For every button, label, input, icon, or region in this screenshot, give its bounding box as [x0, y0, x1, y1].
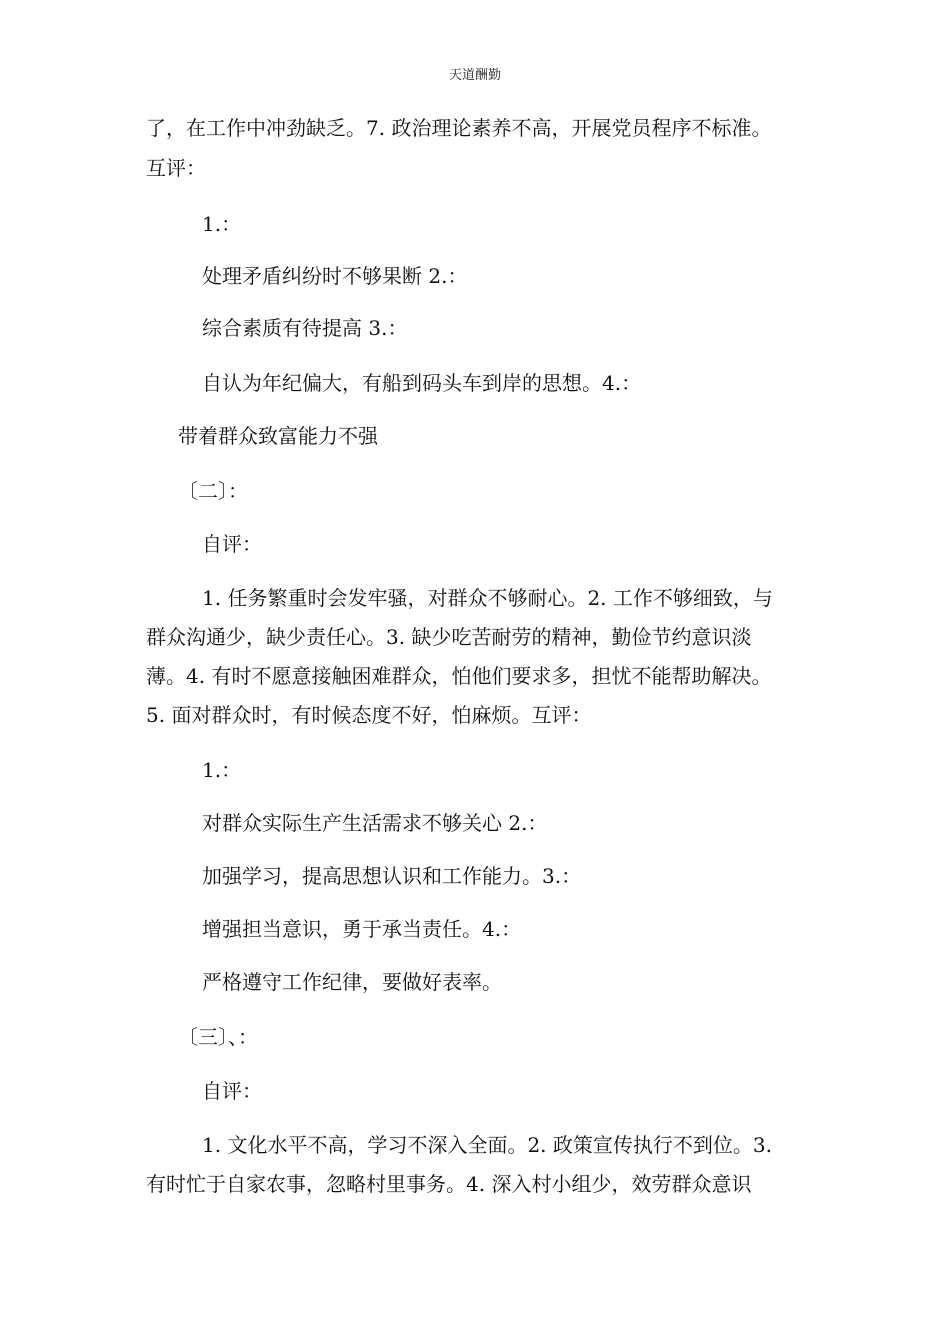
text-line: 对群众实际生产生活需求不够关心 2.： [202, 811, 548, 835]
text-line: 5. 面对群众时，有时候态度不好，怕麻烦。互评： [146, 703, 592, 727]
text-line: 有时忙于自家农事，忽略村里事务。4. 深入村小组少，效劳群众意识 [146, 1172, 752, 1196]
text-line: 1. 文化水平不高，学习不深入全面。2. 政策宣传执行不到位。3. [202, 1133, 772, 1157]
text-line: 自评： [202, 1079, 262, 1103]
section-heading: 〔二〕： [178, 479, 248, 503]
section-heading: 〔三〕、： [178, 1025, 258, 1049]
text-line: 1.： [202, 758, 242, 782]
text-line: 1. 任务繁重时会发牢骚，对群众不够耐心。2. 工作不够细致，与 [202, 586, 773, 610]
text-line: 1.： [202, 212, 242, 236]
text-line: 自认为年纪偏大，有船到码头车到岸的思想。4.： [202, 371, 642, 395]
text-line: 带着群众致富能力不强 [178, 424, 378, 448]
text-line: 了，在工作中冲劲缺乏。7. 政治理论素养不高，开展党员程序不标准。 [146, 116, 772, 140]
text-line: 薄。4. 有时不愿意接触困难群众，怕他们要求多，担忧不能帮助解决。 [146, 664, 772, 688]
text-line: 严格遵守工作纪律，要做好表率。 [202, 970, 502, 994]
text-line: 综合素质有待提高 3.： [202, 316, 408, 340]
text-line: 自评： [202, 532, 262, 556]
page-header: 天道酬勤 [448, 68, 501, 83]
text-line: 处理矛盾纠纷时不够果断 2.： [202, 264, 468, 288]
text-line: 增强担当意识，勇于承当责任。4.： [202, 917, 522, 941]
text-line: 群众沟通少，缺少责任心。3. 缺少吃苦耐劳的精神，勤俭节约意识淡 [146, 625, 752, 649]
text-line: 互评： [146, 156, 206, 180]
text-line: 加强学习，提高思想认识和工作能力。3.： [202, 864, 582, 888]
